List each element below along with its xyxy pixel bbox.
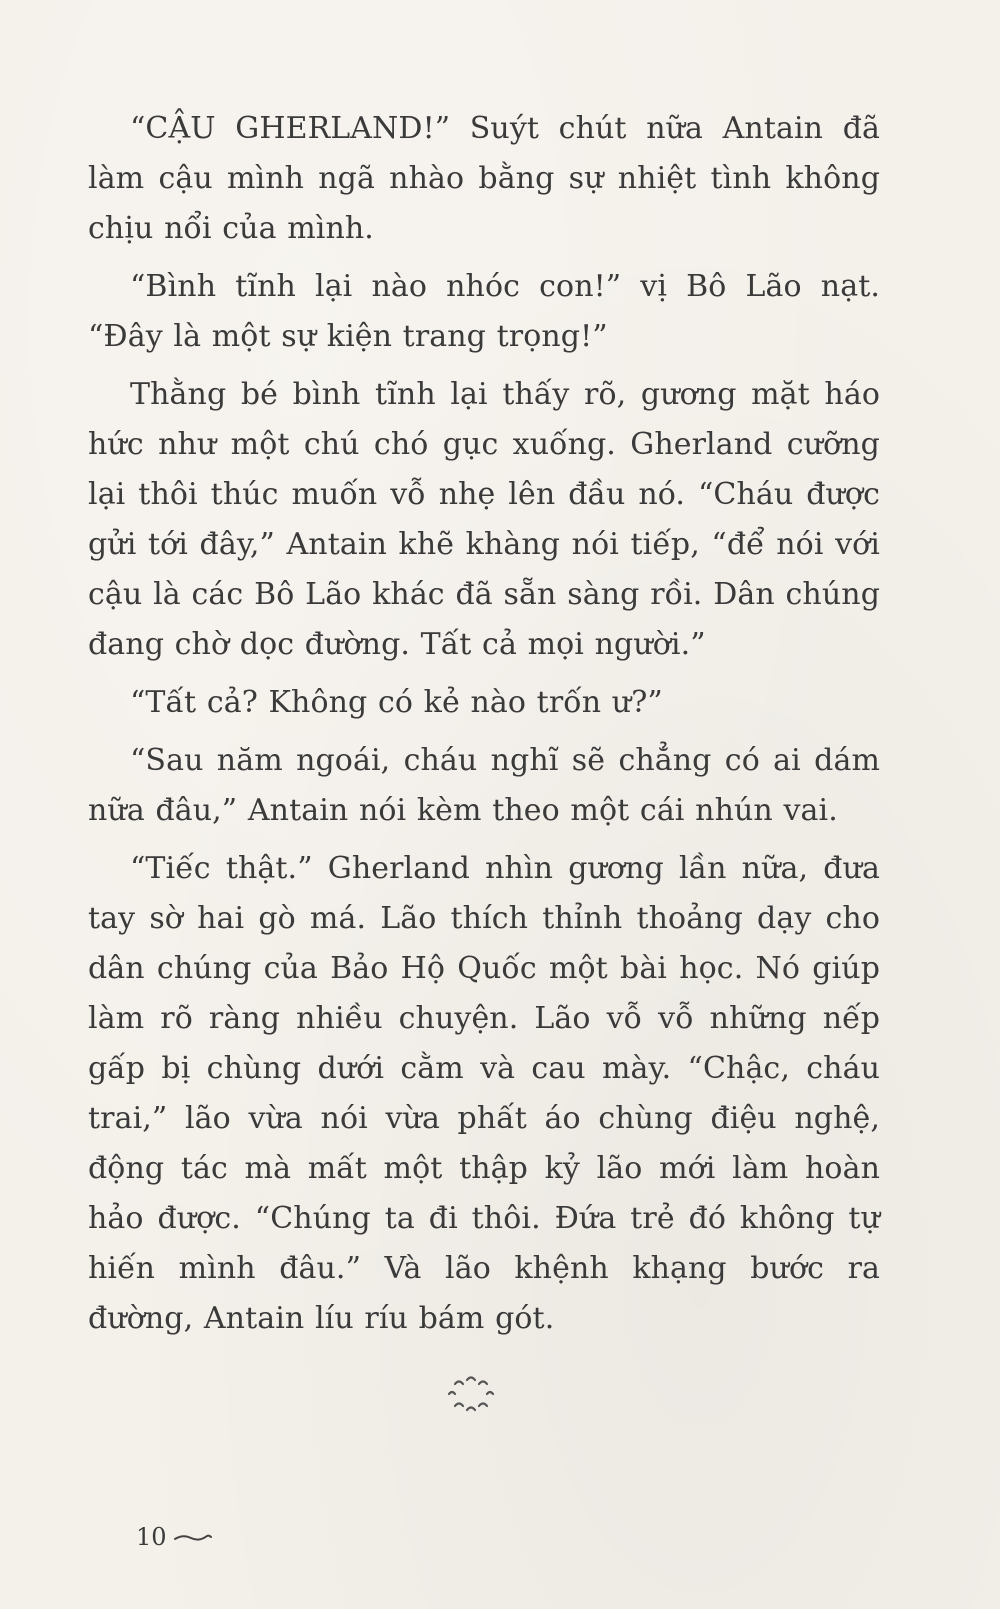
- paragraph-5: “Sau năm ngoái, cháu nghĩ sẽ chẳng có ai dám nữa đâu,” Antain nói kèm theo một cái nhún vai.: [88, 743, 880, 828]
- scene-break-ornament-icon: [447, 1370, 497, 1418]
- flourish-icon: [173, 1530, 213, 1544]
- paragraph-1: “CẬU GHERLAND!” Suýt chút nữa Antain đã làm cậu mình ngã nhào bằng sự nhiệt tình không chịu nổi của mình.: [88, 111, 880, 246]
- page-number: 10: [136, 1523, 167, 1551]
- paragraph-3: Thằng bé bình tĩnh lại thấy rõ, gương mặt háo hức như một chú chó gục xuống. Gherland cưỡng lại thôi thúc muốn vỗ nhẹ lên đầu nó. “Cháu được gửi tới đây,” Antain khẽ khàng nói tiếp, “để nói với cậu là các Bô Lão khác đã sẵn sàng rồi. Dân chúng đang chờ dọc đường. Tất cả mọi người.”: [88, 377, 880, 662]
- body-text: [88, 104, 880, 1352]
- paragraph-6: “Tiếc thật.” Gherland nhìn gương lần nữa, đưa tay sờ hai gò má. Lão thích thỉnh thoảng dạy cho dân chúng của Bảo Hộ Quốc một bài học. Nó giúp làm rõ ràng nhiều chuyện. Lão vỗ vỗ những nếp gấp bị chùng dưới cằm và cau mày. “Chậc, cháu trai,” lão vừa nói vừa phất áo chùng điệu nghệ, động tác mà mất một thập kỷ lão mới làm hoàn hảo được. “Chúng ta đi thôi. Đứa trẻ đó không tự hiến mình đâu.” Và lão khệnh khạng bước ra đường, Antain líu ríu bám gót.: [88, 851, 880, 1336]
- page-footer: [136, 1522, 213, 1552]
- paragraph-2: “Bình tĩnh lại nào nhóc con!” vị Bô Lão nạt. “Đây là một sự kiện trang trọng!”: [88, 269, 880, 354]
- paragraph-4: “Tất cả? Không có kẻ nào trốn ư?”: [130, 685, 663, 720]
